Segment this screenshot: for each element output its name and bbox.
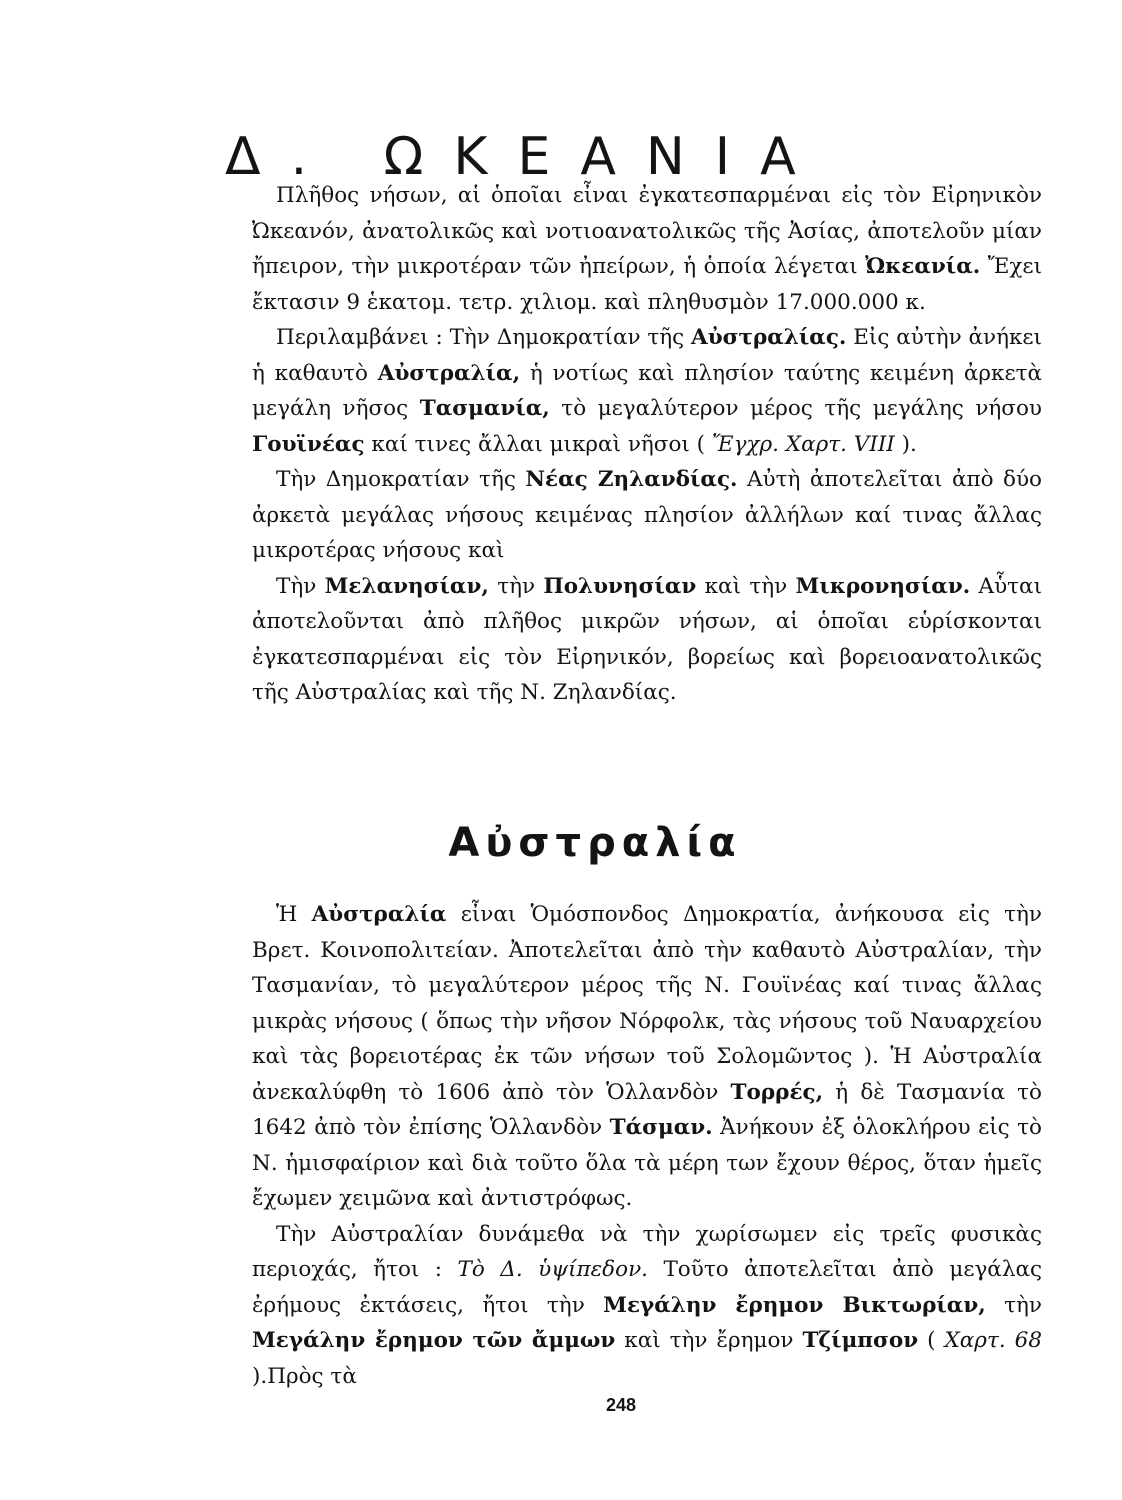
bold-term: Αὐστραλίας. [691,325,847,350]
bold-term: Ὠκεανία. [865,254,981,279]
bold-term: Μικρονησίαν. [795,573,971,599]
text-run: Αὐτὴ ἀποτελεῖται ἀπὸ δύο ἀρκετὰ μεγάλας νήσους κειμένας πλησίον ἀλλήλων καί τινας ἄλλας μικροτέρας νήσους καὶ [252,467,1042,563]
text-run: ἡ νοτίως καὶ πλησίον ταύτης κειμένη ἀρκετὰ μεγάλη νῆσος [252,360,1042,421]
text-run: Ἔχει ἔκτασιν 9 ἑκατομ. τετρ. χιλιομ. καὶ πληθυσμὸν 17.000.000 κ. [252,254,1042,315]
bold-term: Αὐστραλία, [377,360,521,386]
text-run: τὴν [985,1292,1042,1318]
bold-term: Αὐστραλία [311,902,447,927]
paragraph [252,178,1042,320]
bold-term: Γουϊνέας [252,431,365,457]
bold-term: Πολυνησίαν [543,573,697,599]
italic-reference: Τὸ Δ. ὑψίπεδον. [457,1257,648,1282]
text-run: εἶναι Ὁμόσπονδος Δημοκρατία, ἀνήκουσα εἰς τὴν Βρετ. Κοινοπολιτείαν. Ἀποτελεῖται ἀπὸ τὴν καθαυτὸ Αὐστραλίαν, τὴν Τασμανίαν, τὸ μεγαλύτερον μέρος τῆς Ν. Γουϊνέας καί τινας ἄλλας μικρὰς νήσους ( ὅπως τὴν νῆσον Νόρφολκ, τὰς νήσους τοῦ Ναυαρχείου καὶ τὰς βορειοτέρας ἐκ τῶν νήσων τοῦ Σολομῶντος ). Ἡ Αὐστραλία ἀνεκαλύφθη τὸ 1606 ἀπὸ τὸν Ὁλλανδὸν [252,902,1043,1105]
italic-reference: Χαρτ. 68 [944,1328,1042,1353]
paragraph [252,1217,1042,1395]
section-heading-australia: Αὐστραλία [448,820,742,866]
bold-term: Νέας Ζηλανδίας. [525,467,738,492]
paragraph [252,569,1042,711]
text-run: Ἡ [276,902,312,927]
text-run: ( [918,1328,945,1353]
page-title: Δ. ΩΚΕΑΝΙΑ [225,126,826,187]
bold-term: Μελανησίαν, [324,573,489,599]
bold-term: Τζίμπσον [802,1328,919,1353]
text-run: τὸ μεγαλύτερον μέρος τῆς μεγάλης νήσου [549,396,1042,421]
text-run: Τοῦτο ἀποτελεῖται ἀπὸ μεγάλας ἐρήμους ἐκτάσεις, ἤτοι τὴν [252,1257,1043,1318]
bold-term: Μεγάλην ἔρημον Βικτωρίαν, [603,1292,986,1318]
text-run: Τὴν [276,573,325,599]
paragraph [252,897,1042,1217]
text-run: Περιλαμβάνει : Τὴν Δημοκρατίαν τῆς [276,325,692,350]
text-run: Πλῆθος νήσων, αἱ ὁποῖαι εἶναι ἐγκατεσπαρμέναι εἰς τὸν Εἰρηνικὸν Ὠκεανόν, ἀνατολικῶς καὶ νοτιοανατολικῶς τῆς Ἀσίας, ἀποτελοῦν μίαν ἤπειρον, τὴν μικροτέραν τῶν ἠπείρων, ἡ ὁποία λέγεται [252,183,1042,279]
bold-term: Μεγάλην ἔρημον τῶν ἄμμων [252,1328,616,1353]
australia-section [252,897,1042,1394]
text-run: ἡ δὲ Τασμανία τὸ 1642 ἀπὸ τὸν ἐπίσης Ὁλλανδὸν [252,1079,1042,1140]
bold-term: Τάσμαν. [609,1115,713,1140]
text-run: ).Πρὸς τὰ [252,1363,357,1389]
text-run: Τὴν Αὐστραλίαν δυνάμεθα νὰ τὴν χωρίσωμεν εἰς τρεῖς φυσικὰς περιοχάς, ἤτοι : [252,1221,1042,1282]
text-run: τὴν [488,573,544,599]
italic-reference: Ἔγχρ. Χαρτ. VIII [711,431,895,457]
text-run: Τὴν Δημοκρατίαν τῆς [276,467,526,492]
text-run: καὶ τὴν [696,573,796,599]
oceania-intro-section [252,178,1042,711]
paragraph [252,320,1042,462]
text-run: Αὗται ἀποτελοῦνται ἀπὸ πλῆθος μικρῶν νήσων, αἱ ὁποῖαι εὑρίσκονται ἐγκατεσπαρμέναι εἰς τὸν Εἰρηνικόν, βορείως καὶ βορειοανατολικῶς τῆς Αὐστραλίας καὶ τῆς Ν. Ζηλανδίας. [252,573,1043,705]
text-run: καί τινες ἄλλαι μικραὶ νῆσοι ( [364,431,712,457]
page-number: 248 [605,1395,637,1415]
paragraph [252,462,1042,569]
bold-term: Τασμανία, [419,396,550,421]
text-run: καὶ τὴν ἔρημον [615,1328,803,1353]
text-run: Εἰς αὐτὴν ἀνήκει ἡ καθαυτὸ [252,325,1042,386]
bold-term: Τορρές, [730,1079,824,1105]
text-run: Ἀνήκουν ἐξ ὁλοκλήρου εἰς τὸ Ν. ἡμισφαίριον καὶ διὰ τοῦτο ὅλα τὰ μέρη των ἔχουν θέρος, ὅταν ἡμεῖς ἔχωμεν χειμῶνα καὶ ἀντιστρόφως. [252,1115,1042,1211]
text-run: ). [894,431,917,457]
